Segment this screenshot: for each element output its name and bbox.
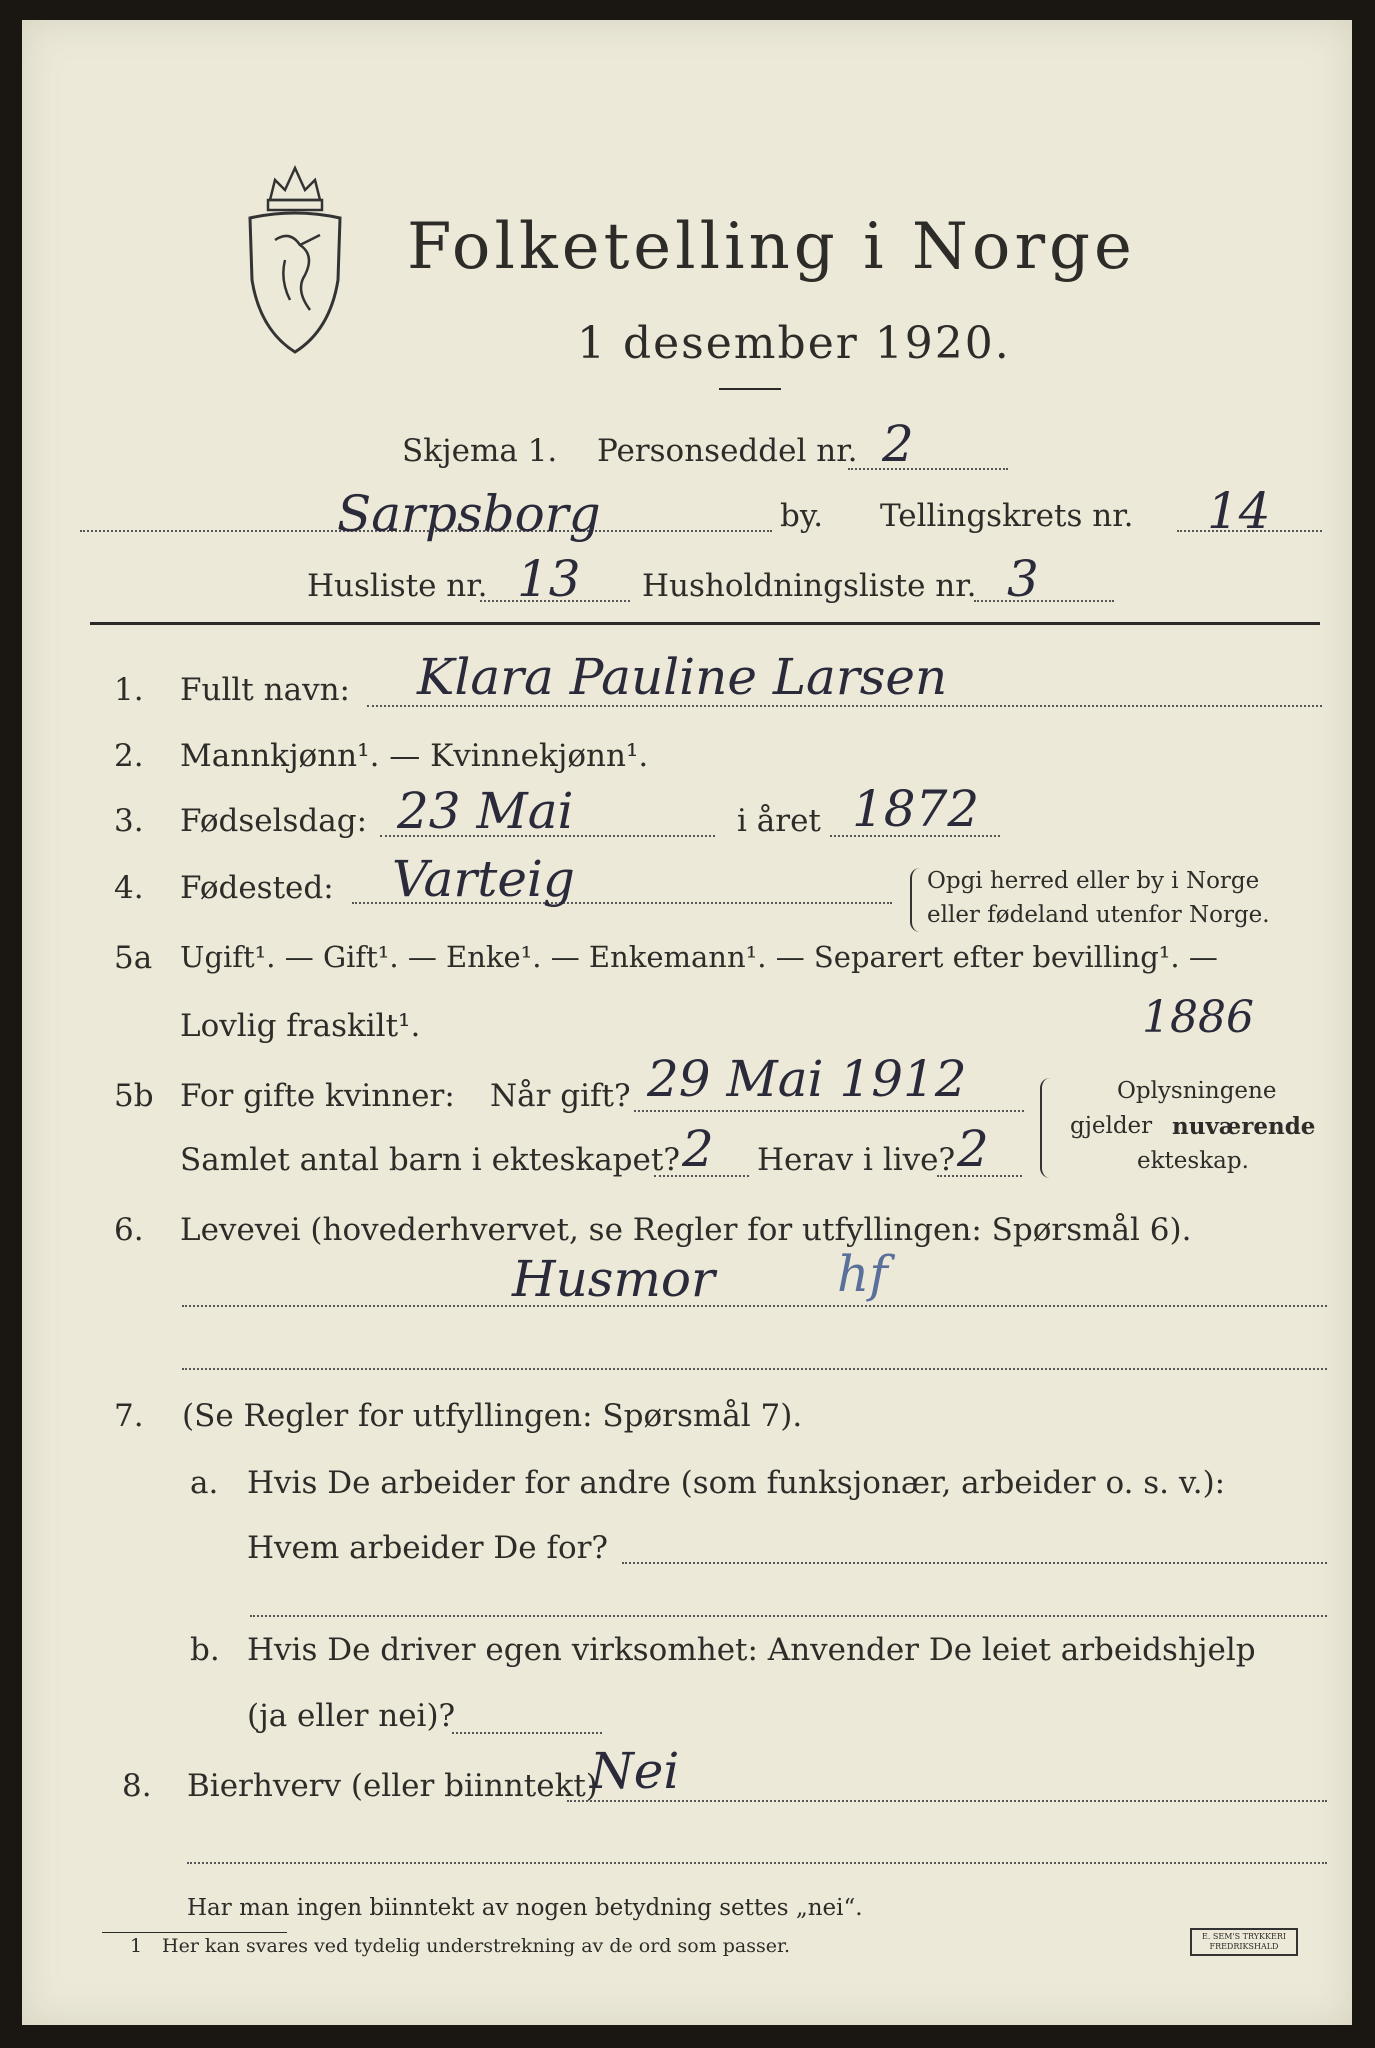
q7a-answer-line2[interactable]	[250, 1615, 1327, 1617]
q1-value[interactable]: Klara Pauline Larsen	[417, 648, 948, 706]
husholdningsliste-value[interactable]: 3	[1007, 550, 1039, 608]
printer-stamp-line1: E. SEM'S TRYKKERI	[1201, 1932, 1287, 1941]
q6-coding-mark: hf	[837, 1245, 888, 1303]
footnote-text: Her kan svares ved tydelig understrekning av de ord som passer.	[162, 1935, 791, 1957]
q5b-barn-value[interactable]: 2	[682, 1120, 714, 1178]
q5b-gift-value[interactable]: 29 Mai 1912	[647, 1050, 967, 1108]
q5b-note-line2a: gjelder	[1070, 1113, 1153, 1139]
q5b-gift-line	[634, 1110, 1024, 1112]
personseddel-value[interactable]: 2	[882, 415, 914, 473]
q1-number: 1.	[114, 672, 144, 708]
husholdningsliste-label: Husholdningsliste nr.	[642, 568, 977, 604]
footnote-rule	[102, 1932, 287, 1933]
q5a-line2: Lovlig fraskilt¹.	[180, 1008, 421, 1044]
q3-number: 3.	[114, 803, 144, 839]
q7a-answer-line1[interactable]	[622, 1562, 1327, 1564]
census-form-page	[22, 20, 1352, 2025]
personseddel-label: Personseddel nr.	[597, 433, 858, 469]
q7b-answer-line[interactable]	[452, 1732, 602, 1734]
q4-value[interactable]: Varteig	[392, 850, 575, 908]
q5a-margin-note: 1886	[1142, 992, 1254, 1043]
q7a-line2: Hvem arbeider De for?	[247, 1530, 609, 1566]
q6-line2	[182, 1368, 1327, 1370]
q5b-label: For gifte kvinner:	[180, 1078, 455, 1114]
q5b-gift-label: Når gift?	[490, 1078, 631, 1114]
q6-value[interactable]: Husmor	[512, 1250, 715, 1308]
q5b-note-line3: ekteskap.	[1137, 1148, 1249, 1174]
form-title: Folketelling i Norge	[407, 210, 1136, 284]
by-value[interactable]: Sarpsborg	[337, 485, 601, 543]
q5b-note-brace	[1040, 1078, 1050, 1178]
q7-label: (Se Regler for utfyllingen: Spørsmål 7).	[182, 1398, 803, 1434]
q5b-note-line2b: nuværende	[1172, 1113, 1316, 1140]
header-rule	[90, 622, 1320, 625]
q8-value[interactable]: Nei	[590, 1742, 680, 1800]
q1-label: Fullt navn:	[180, 672, 350, 708]
q5b-live-label: Herav i live?	[757, 1142, 956, 1178]
q7a-line1: Hvis De arbeider for andre (som funksjonær, arbeider o. s. v.):	[247, 1465, 1226, 1501]
q4-note-brace	[910, 868, 920, 932]
q7b-letter: b.	[190, 1632, 220, 1668]
q5b-live-value[interactable]: 2	[957, 1120, 989, 1178]
q7a-letter: a.	[190, 1465, 219, 1501]
personseddel-line	[848, 468, 1008, 470]
q8-line	[567, 1800, 1327, 1802]
coat-of-arms-icon	[240, 160, 350, 360]
q5b-note-line1: Oplysningene	[1117, 1078, 1277, 1104]
footnote-number: 1	[130, 1935, 143, 1957]
q7-number: 7.	[114, 1398, 144, 1434]
q3-label: Fødselsdag:	[180, 803, 368, 839]
q2-number: 2.	[114, 738, 144, 774]
by-label: by.	[780, 498, 824, 534]
q5a-number: 5a	[114, 940, 153, 976]
footer-note: Har man ingen biinntekt av nogen betydning settes „nei“.	[187, 1895, 863, 1921]
q7b-line1: Hvis De driver egen virksomhet: Anvender De leiet arbeidshjelp	[247, 1632, 1256, 1668]
q4-label: Fødested:	[180, 870, 334, 906]
q6-label: Levevei (hovederhvervet, se Regler for utfyllingen: Spørsmål 6).	[180, 1212, 1192, 1248]
q8-number: 8.	[122, 1768, 152, 1804]
q6-number: 6.	[114, 1212, 144, 1248]
q5b-number: 5b	[114, 1078, 154, 1114]
printer-stamp	[1190, 1928, 1298, 1956]
form-subtitle: 1 desember 1920.	[577, 318, 1011, 369]
title-divider	[719, 388, 781, 390]
q3-value[interactable]: 23 Mai	[397, 782, 574, 840]
printer-stamp-line2: FREDRIKSHALD	[1209, 1942, 1279, 1951]
q5b-barn-label: Samlet antal barn i ekteskapet?	[180, 1142, 680, 1178]
q8-line2	[187, 1862, 1327, 1864]
q2-label: Mannkjønn¹. — Kvinnekjønn¹.	[180, 738, 649, 774]
q8-label: Bierhverv (eller biinntekt)	[187, 1768, 598, 1804]
q3-year-value[interactable]: 1872	[852, 780, 980, 838]
tellingskrets-label: Tellingskrets nr.	[880, 498, 1134, 534]
q4-note-line1: Opgi herred eller by i Norge	[927, 868, 1260, 894]
q4-number: 4.	[114, 870, 144, 906]
husliste-value[interactable]: 13	[517, 550, 581, 608]
husholdningsliste-line	[974, 600, 1114, 602]
q7b-line2: (ja eller nei)?	[247, 1698, 456, 1734]
q4-note-line2: eller fødeland utenfor Norge.	[927, 902, 1270, 928]
q3-year-label: i året	[737, 803, 821, 839]
tellingskrets-value[interactable]: 14	[1207, 482, 1271, 540]
skjema-label: Skjema 1.	[402, 433, 558, 469]
q5a-line1: Ugift¹. — Gift¹. — Enke¹. — Enkemann¹. — Separert efter bevilling¹. —	[180, 940, 1218, 974]
husliste-label: Husliste nr.	[307, 568, 488, 604]
q6-line1	[182, 1305, 1327, 1307]
